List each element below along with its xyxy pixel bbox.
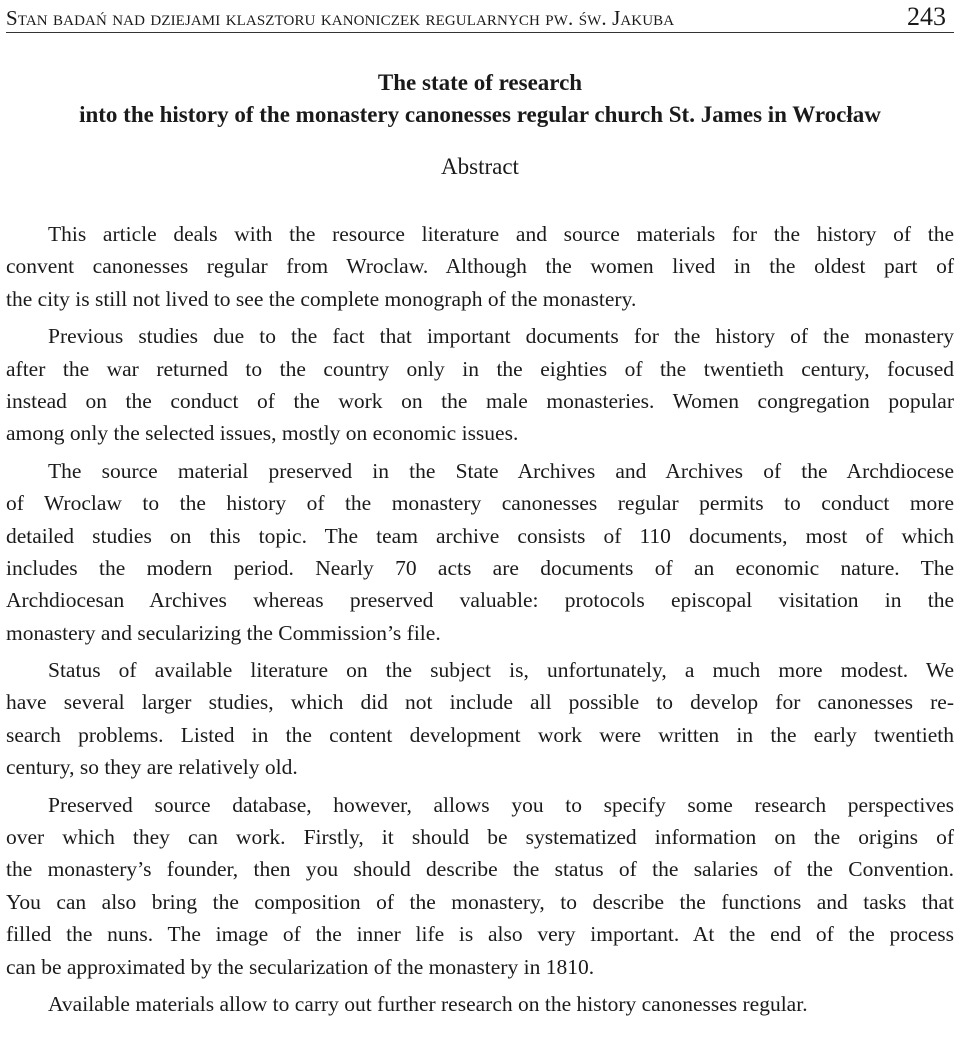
paragraph bbox=[6, 320, 954, 450]
text-line: This article deals with the resource literature and source materials for the history of the bbox=[48, 222, 954, 246]
text-line: can be approximated by the secularization of the monastery in 1810. bbox=[6, 954, 595, 979]
text-line: convent canonesses regular from Wroclaw. Although the women lived in the oldest part of bbox=[6, 254, 954, 279]
page-number: 243 bbox=[907, 2, 946, 31]
text-line: filled the nuns. The image of the inner life is also very important. At the end of the process bbox=[6, 922, 954, 947]
running-title: Stan badań nad dziejami klasztoru kanoniczek regularnych pw. św. Jakuba bbox=[6, 6, 675, 30]
text-line: Status of available literature on the subject is, unfortunately, a much more modest. We bbox=[48, 658, 954, 683]
text-line: Available materials allow to carry out further research on the history canonesses regular. bbox=[48, 991, 808, 1016]
text-line: the city is still not lived to see the complete monograph of the monastery. bbox=[6, 286, 637, 311]
running-header bbox=[6, 2, 954, 33]
text-line: have several larger studies, which did not include all possible to develop for canonesses re- bbox=[6, 690, 954, 715]
text-line: of Wroclaw to the history of the monastery canonesses regular permits to conduct more bbox=[6, 491, 954, 516]
text-line: includes the modern period. Nearly 70 acts are documents of an economic nature. The bbox=[6, 555, 954, 580]
text-line: monastery and secularizing the Commission’s file. bbox=[6, 620, 441, 645]
text-line: after the war returned to the country only in the eighties of the twentieth century, focused bbox=[6, 356, 954, 381]
abstract-heading: Abstract bbox=[441, 154, 519, 179]
paragraph bbox=[6, 988, 954, 1020]
article-title-line-1: The state of research bbox=[377, 70, 583, 95]
text-line: among only the selected issues, mostly on economic issues. bbox=[6, 421, 519, 446]
text-line: detailed studies on this topic. The team archive consists of 110 documents, most of which bbox=[6, 523, 954, 548]
text-line: search problems. Listed in the content development work were written in the early twentieth bbox=[6, 722, 954, 747]
text-line: instead on the conduct of the work on the male monasteries. Women congregation popular bbox=[6, 388, 954, 413]
paragraph bbox=[6, 654, 954, 784]
text-line: Preserved source database, however, allows you to specify some research perspectives bbox=[48, 792, 954, 817]
paragraph bbox=[6, 455, 954, 649]
text-line: Archdiocesan Archives whereas preserved valuable: protocols episcopal visitation in the bbox=[6, 588, 954, 613]
text-line: the monastery’s founder, then you should describe the status of the salaries of the Convention. bbox=[6, 857, 954, 882]
article-title-line-2: into the history of the monastery canonesses regular church St. James in Wrocław bbox=[79, 102, 881, 127]
text-line: You can also bring the composition of the monastery, to describe the functions and tasks that bbox=[6, 889, 954, 914]
text-line: Previous studies due to the fact that important documents for the history of the monastery bbox=[48, 324, 954, 349]
text-line: over which they can work. Firstly, it should be systematized information on the origins of bbox=[6, 825, 954, 850]
paragraph bbox=[6, 789, 954, 983]
text-line: century, so they are relatively old. bbox=[6, 755, 298, 780]
text-line: The source material preserved in the State Archives and Archives of the Archdiocese bbox=[48, 458, 954, 483]
paragraph bbox=[6, 218, 954, 315]
abstract-body bbox=[6, 218, 954, 1020]
